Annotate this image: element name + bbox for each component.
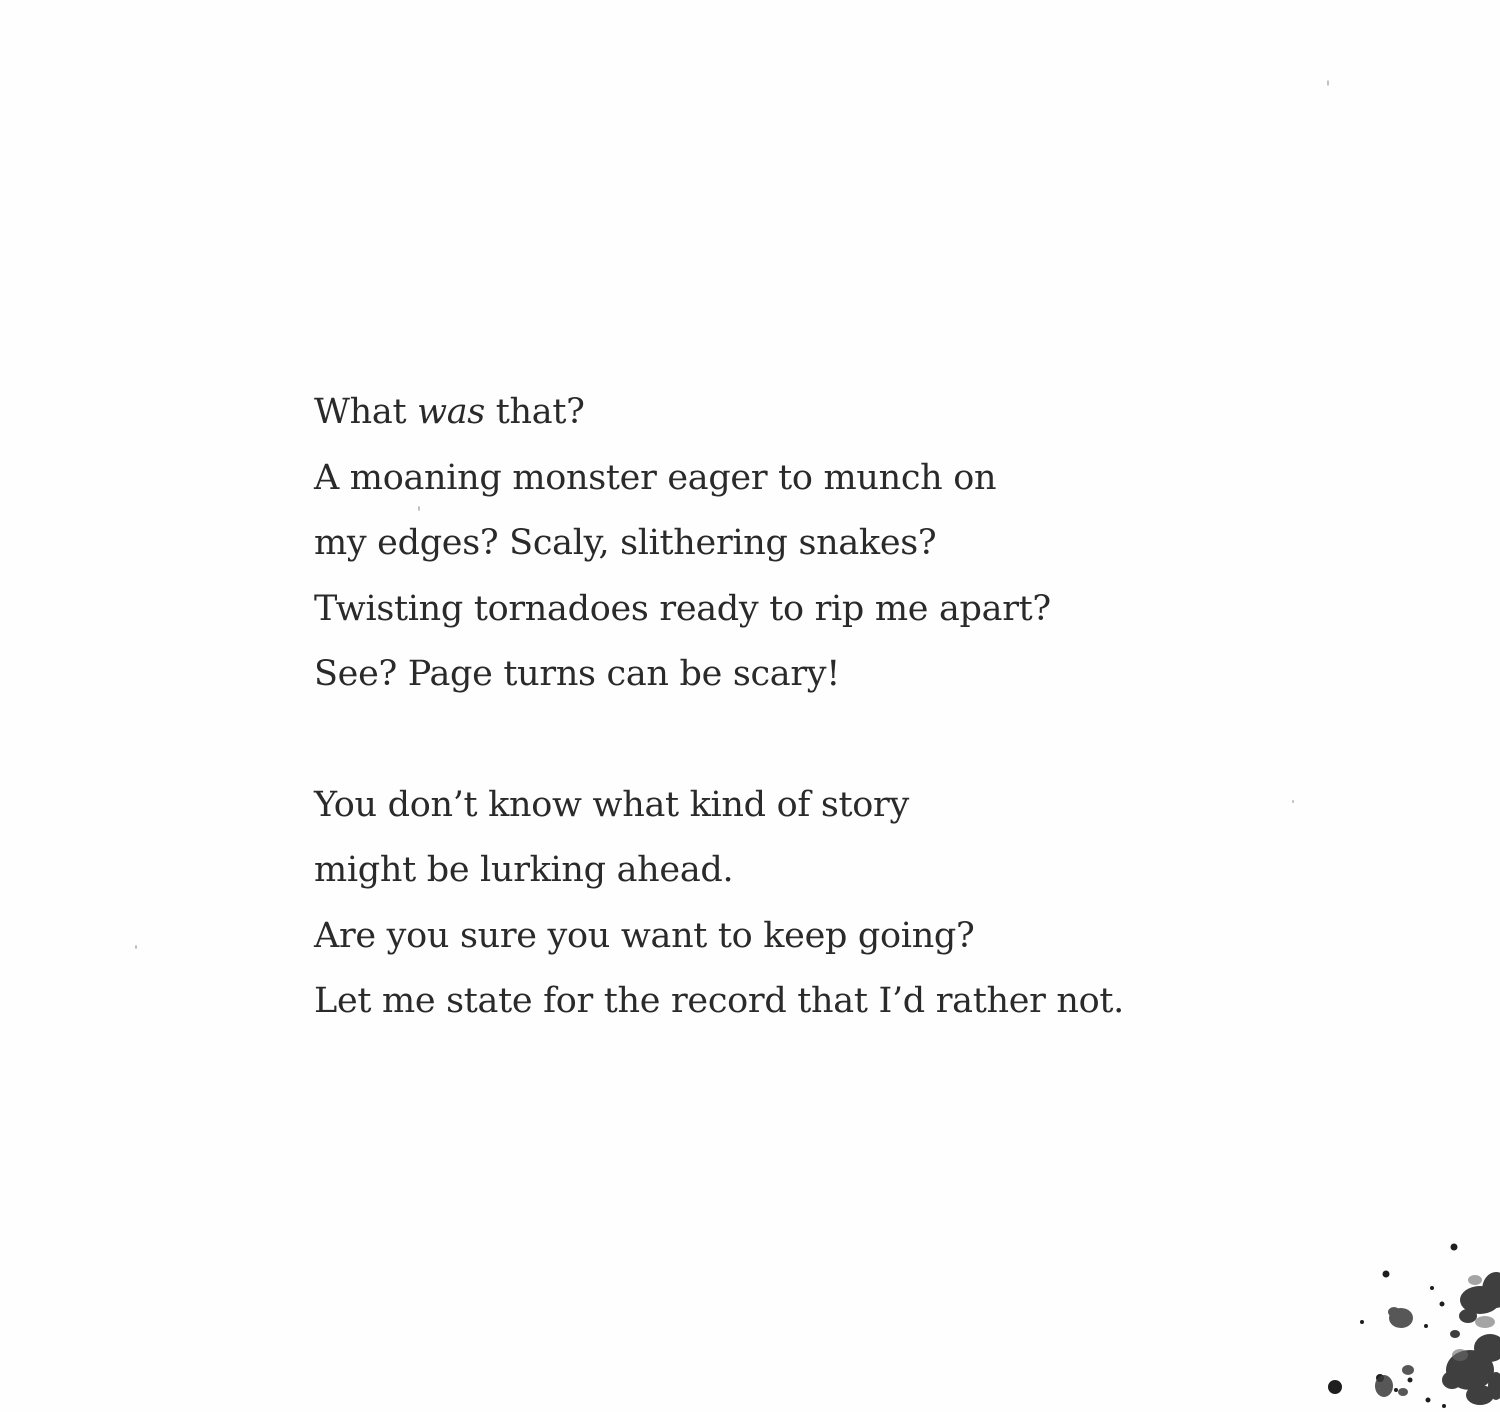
paper-speck — [135, 945, 137, 949]
poem-line: A moaning monster eager to munch on — [314, 457, 997, 498]
line-text-after-emphasis: that? — [484, 392, 585, 432]
poem-line: See? Page turns can be scary! — [314, 654, 841, 694]
stanza-1 — [314, 380, 1124, 708]
paper-speck — [1327, 80, 1329, 86]
paper-speck — [418, 506, 420, 511]
poem-line: Let me state for the record that I’d rather not. — [314, 981, 1124, 1021]
paper-speck — [1292, 800, 1294, 803]
poem-line: You don’t know what kind of story — [314, 784, 909, 825]
line-text-before-emphasis: What — [314, 392, 418, 432]
poem-line — [314, 380, 1124, 446]
poem-line: might be lurking ahead. — [314, 850, 734, 890]
poem-line: Are you sure you want to keep going? — [314, 915, 975, 956]
poem-text — [314, 380, 1124, 1035]
ink-splatter-illustration — [1310, 1230, 1500, 1412]
poem-line: Twisting tornadoes ready to rip me apart? — [314, 588, 1051, 629]
emphasized-word: was — [417, 392, 485, 432]
stanza-2 — [314, 773, 1124, 1035]
poem-line: my edges? Scaly, slithering snakes? — [314, 523, 937, 563]
